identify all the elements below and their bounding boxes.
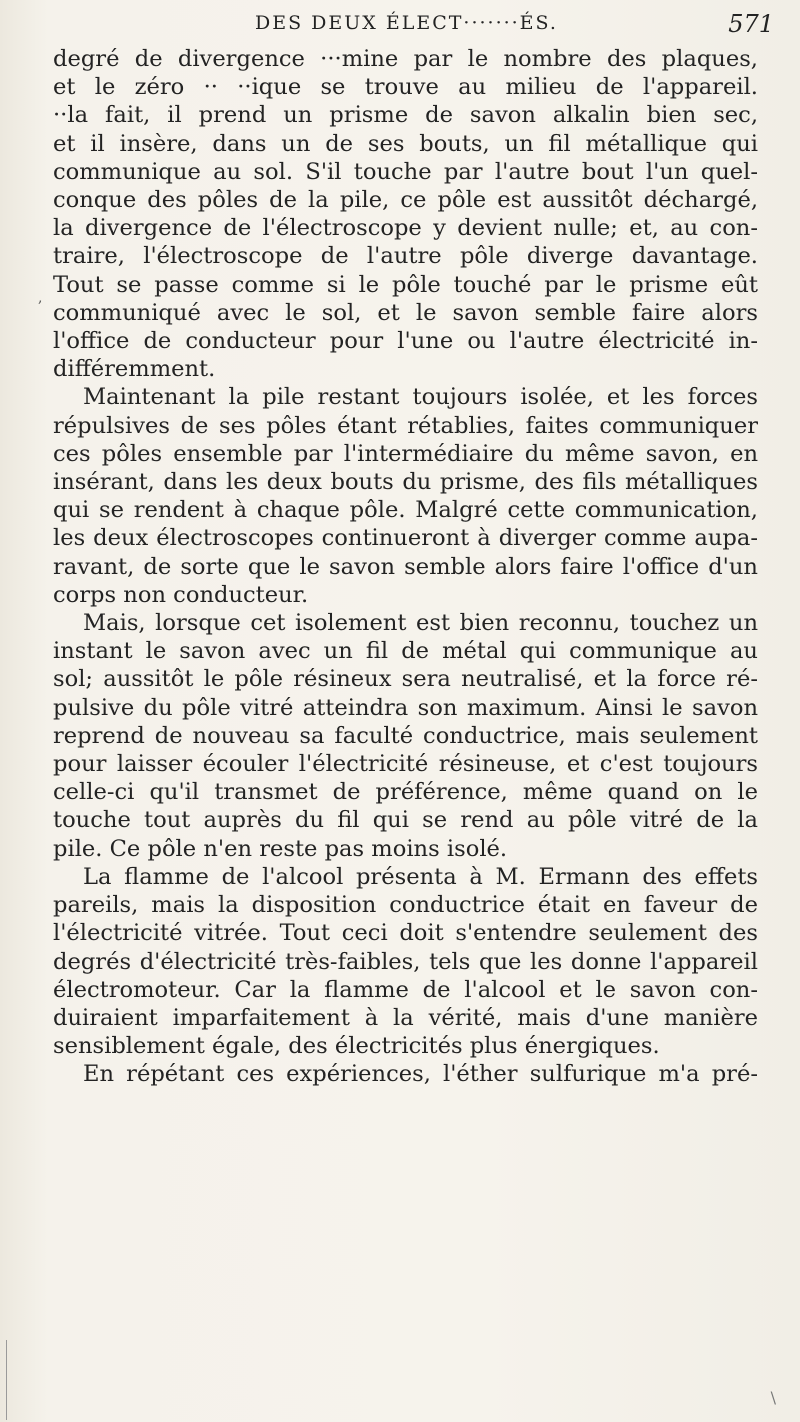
- text-line: communiqué avec le sol, et le savon semble faire alors: [53, 299, 758, 326]
- text-line: ravant, de sorte que le savon semble alors faire l'office d'un: [53, 553, 758, 580]
- text-line: corps non conducteur.: [53, 581, 309, 608]
- text-line: communique au sol. S'il touche par l'autre bout l'un quel-: [53, 158, 758, 185]
- text-line: instant le savon avec un fil de métal qui communique au: [53, 638, 758, 665]
- text-line: pulsive du pôle vitré atteindra son maximum. Ainsi le savon: [53, 694, 758, 721]
- body-text: [53, 45, 758, 1089]
- paragraph-start: La flamme de l'alcool présenta à M. Ermann des effets: [83, 863, 758, 890]
- text-line: sol; aussitôt le pôle résineux sera neutralisé, et la force ré-: [53, 666, 758, 693]
- page-edge-line: [6, 1340, 7, 1420]
- page-number: 571: [728, 10, 774, 38]
- text-line: électromoteur. Car la flamme de l'alcool et le savon con-: [53, 976, 758, 1003]
- margin-tick: ,: [38, 290, 43, 306]
- text-line: répulsives de ses pôles étant rétablies, faites communiquer: [53, 412, 758, 439]
- text-line: duiraient imparfaitement à la vérité, mais d'une manière: [53, 1004, 758, 1031]
- text-line: insérant, dans les deux bouts du prisme, des fils métalliques: [53, 469, 758, 496]
- text-line: degrés d'électricité très-faibles, tels que les donne l'appareil: [53, 948, 758, 975]
- text-line: ces pôles ensemble par l'intermédiaire du même savon, en: [53, 440, 758, 467]
- paragraph-start: Maintenant la pile restant toujours isolée, et les forces: [83, 384, 758, 411]
- text-line: l'office de conducteur pour l'une ou l'autre électricité in-: [53, 328, 758, 355]
- text-line: les deux électroscopes continueront à diverger comme aupa-: [53, 525, 758, 552]
- text-line: sensiblement égale, des électricités plus énergiques.: [53, 1033, 660, 1060]
- text-line: pour laisser écouler l'électricité résineuse, et c'est toujours: [53, 751, 758, 778]
- text-line: traire, l'électroscope de l'autre pôle diverge davantage.: [53, 243, 758, 270]
- text-line: Tout se passe comme si le pôle touché par le prisme eût: [53, 271, 758, 298]
- text-line: et il insère, dans un de ses bouts, un fil métallique qui: [53, 130, 758, 157]
- corner-mark: \: [770, 1388, 776, 1407]
- text-line: différemment.: [53, 356, 216, 383]
- paragraph-start: Mais, lorsque cet isolement est bien reconnu, touchez un: [83, 610, 758, 637]
- text-line: la divergence de l'électroscope y devient nulle; et, au con-: [53, 215, 758, 242]
- running-head: DES DEUX ÉLECT·······ÉS.: [255, 12, 558, 34]
- text-line: l'électricité vitrée. Tout ceci doit s'entendre seulement des: [53, 920, 758, 947]
- paragraph-start: En répétant ces expériences, l'éther sulfurique m'a pré-: [83, 1061, 758, 1088]
- text-line: ··la fait, il prend un prisme de savon alkalin bien sec,: [53, 102, 758, 129]
- text-line: touche tout auprès du fil qui se rend au pôle vitré de la: [53, 807, 758, 834]
- text-line: pareils, mais la disposition conductrice était en faveur de: [53, 892, 758, 919]
- page-header: [0, 10, 800, 42]
- text-line: qui se rendent à chaque pôle. Malgré cette communication,: [53, 497, 758, 524]
- text-line: reprend de nouveau sa faculté conductrice, mais seulement: [53, 722, 758, 749]
- text-line: celle-ci qu'il transmet de préférence, même quand on le: [53, 779, 758, 806]
- text-line: conque des pôles de la pile, ce pôle est aussitôt déchargé,: [53, 187, 758, 214]
- text-line: et le zéro ·· ··ique se trouve au milieu de l'appareil.: [53, 74, 758, 101]
- text-line: degré de divergence ···mine par le nombre des plaques,: [53, 46, 758, 72]
- text-line: pile. Ce pôle n'en reste pas moins isolé.: [53, 835, 508, 862]
